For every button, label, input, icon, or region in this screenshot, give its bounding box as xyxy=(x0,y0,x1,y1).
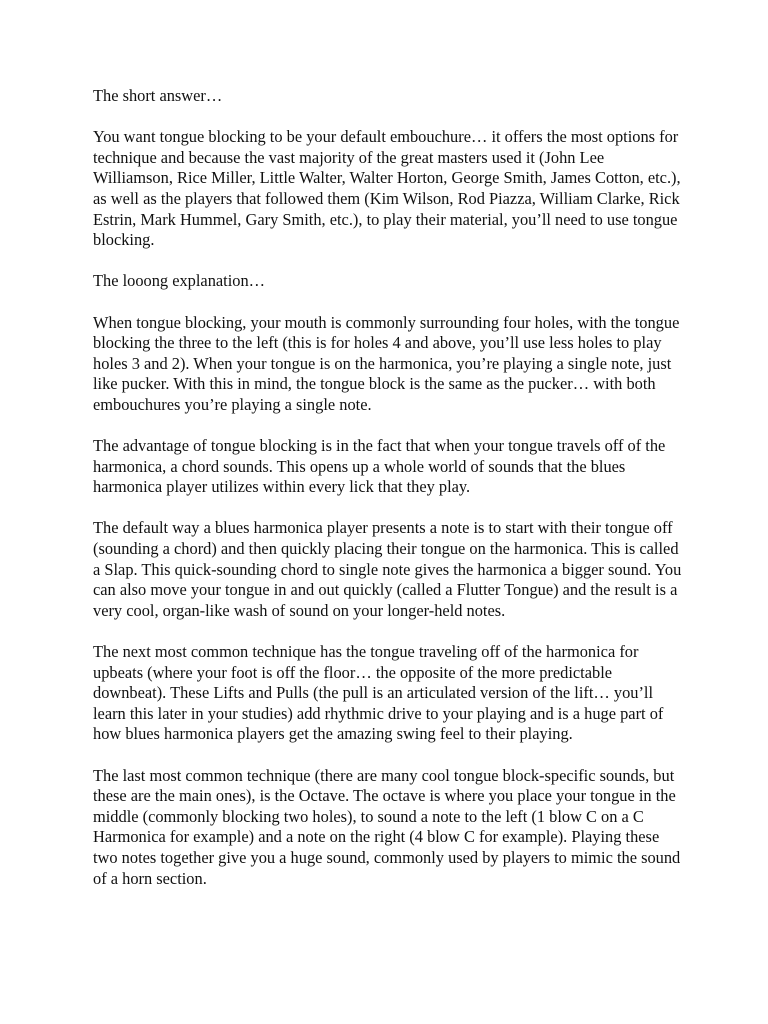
paragraph-default-embouchure: You want tongue blocking to be your default embouchure… it offers the most options for technique and because the vast majority of the great masters used it (John Lee Williamson, Rice Miller, Little Walter, Walter Horton, George Smith, James Cotton, etc.), as well as the players that followed them (Kim Wilson, Rod Piazza, William Clarke, Rick Estrin, Mark Hummel, Gary Smith, etc.), to play their material, you’ll need to use tongue blocking. xyxy=(93,127,681,250)
paragraph-octave: The last most common technique (there are many cool tongue block-specific sounds, but these are the main ones), is the Octave. The octave is where you place your tongue in the middle (commonly blocking two holes), to sound a note to the left (1 blow C on a C Harmonica for example) and a note on the right (4 blow C for example). Playing these two notes together give you a huge sound, commonly used by players to mimic the sound of a horn section. xyxy=(93,765,681,888)
paragraph-slap-and-flutter: The default way a blues harmonica player presents a note is to start with their tongue off (sounding a chord) and then quickly placing their tongue on the harmonica. This is called a Slap. This quick-sounding chord to single note gives the harmonica a bigger sound. You can also move your tongue in and out quickly (called a Flutter Tongue) and the result is a very cool, organ-like wash of sound on your longer-held notes. xyxy=(93,518,682,620)
heading-long-explanation: The looong explanation… xyxy=(93,271,266,291)
paragraph-tongue-blocking-mechanics: When tongue blocking, your mouth is commonly surrounding four holes, with the tongue blocking the three to the left (this is for holes 4 and above, you’ll use less holes to play holes 3 and 2). When your tongue is on the harmonica, you’re playing a single note, just like pucker. With this in mind, the tongue block is the same as the pucker… with both embouchures you’re playing a single note. xyxy=(93,312,680,414)
paragraph-lifts-and-pulls: The next most common technique has the tongue traveling off of the harmonica for upbeats (where your foot is off the floor… the opposite of the more predictable downbeat). These Lifts and Pulls (the pull is an articulated version of the lift… you’ll learn this later in your studies) add rhythmic drive to your playing and is a huge part of how blues harmonica players get the amazing swing feel to their playing. xyxy=(93,642,664,744)
paragraph-tongue-blocking-advantage: The advantage of tongue blocking is in the fact that when your tongue travels off of the harmonica, a chord sounds. This opens up a whole world of sounds that the blues harmonica player utilizes within every lick that they play. xyxy=(93,436,666,497)
heading-short-answer: The short answer… xyxy=(93,86,223,105)
document-body xyxy=(93,86,685,910)
